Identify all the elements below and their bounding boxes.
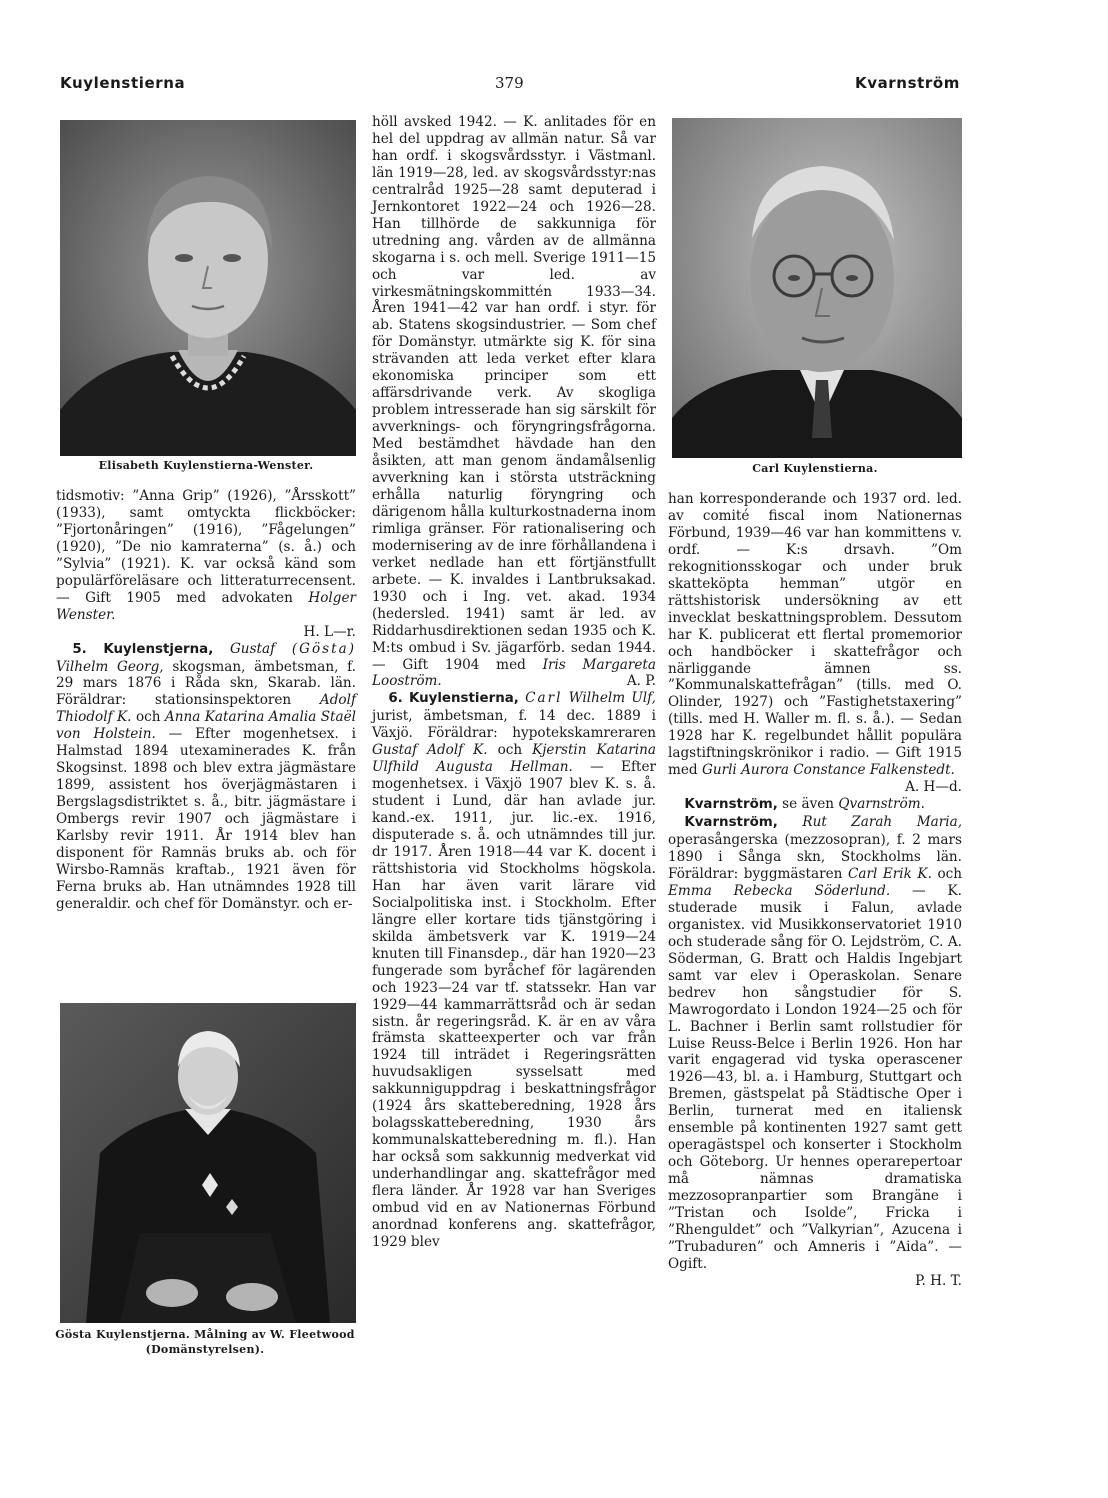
entry-number: 5. (72, 641, 87, 657)
spouse-name: Iris Margareta Looström. (372, 656, 656, 690)
caption-gosta: Gösta Kuylenstjerna. Målning av W. Fleetwood (Domänstyrelsen). (55, 1328, 355, 1356)
column-2-text (372, 114, 656, 1251)
author-signature: P. H. T. (915, 1272, 962, 1289)
mother-name: Anna Katarina Amalia Staël von Holstein. (56, 709, 357, 743)
portrait-gosta-kuylenstjerna (60, 1003, 356, 1323)
entry-given-name: Gustaf (229, 640, 276, 657)
entry-middle-names: Wilhelm Ulf, (568, 690, 657, 707)
cross-reference: Kvarnström, se även Qvarnström. (684, 796, 925, 813)
xref-surname: Kvarnström, (684, 797, 778, 813)
entry-surname: Kvarnström, (684, 815, 778, 831)
entry-given-name: Carl (525, 690, 563, 707)
author-signature: A. H—d. (905, 779, 962, 796)
column-3-text (668, 491, 962, 1290)
spouse-name: Holger Wenster. (56, 589, 356, 623)
entry-5: 5. Kuylenstjerna, Gustaf (Gösta) Vilhelm Georg, skogsman, ämbetsman, f. 29 mars 1876 i Råda skn, Skarab. län. Föräldrar: stationsinspektoren Adolf Thiodolf K. och Anna Katarina Amalia Staël von Holstein. — Efter mogenhetsex. i Halmstad 1894 utexaminerades K. från Skogsinst. 1898 och blev extra jägmästare 1899, assistent hos överjägmästaren i Bergslagsdistriktet s. å., bitr. jägmästare i Ombergs revir 1907 och jägmästare i Karlsby revir 1911. År 1914 blev han disponent för Ramnäs bruks ab. och för Wirsbo-Ramnäs kraftab., 1921 även för Ferna bruks ab. Han utnämndes 1928 till generaldir. och chef för Domänstyr. och er- (56, 640, 357, 912)
entry-5-continuation: höll avsked 1942. — K. anlitades för en hel del uppdrag av allmän natur. Så var han ordf. i skogsvårdsstyr. i Västmanl. län 1919—28, led. av skogsvårdsstyr:nas centralråd 1925—28 samt deputerad i Jernkontoret 1922—24 och 1926—28. Han tillhörde de sakkunniga för utredning ang. vården av de allmänna skogarna i s. och mell. Sverige 1911—15 och var led. av virkesmätningskommittén 1933—34. Åren 1941—42 var han ordf. i styr. för ab. Statens skogsindustrier. — Som chef för Domänstyr. utmärkte sig K. för sina strävanden att leda verket efter klara ekonomiska principer som ett affärsdrivande verk. Av skogliga problem intresserade han sig särskilt för avverknings- och föryngringsfrågorna. Med bestämdhet hävdade han den åsikten, att man genom ändamålsenlig avverkning kan i största utsträckning erhålla naturlig föryngring och därigenom hålla kulturkostnaderna inom rimliga gränser. För rationalisering och modernisering av de inre förhållandena i verket nedlade han ett förtjänstfullt arbete. — K. invaldes i Lantbruksakad. 1930 och i Ing. vet. akad. 1934 (hedersled. 1941) samt är led. av Riddarhusdirektionen sedan 1935 och K. M:ts ombud i Sv. jägarförb. sedan 1944. — Gift 1904 med Iris Margareta Looström. A. P. (372, 114, 656, 690)
page-number: 379 (495, 74, 524, 92)
entry-6: 6. Kuylenstierna, Carl Wilhelm Ulf, jurist, ämbetsman, f. 14 dec. 1889 i Växjö. Föräldrar: hypotekskamreraren Gustaf Adolf K. och Kjerstin Katarina Ulfhild Augusta Hellman. — Efter mogenhetsex. i Växjö 1907 blev K. s. å. student i Lund, där han avlade jur. kand.-ex. 1911, jur. lic.-ex. 1916, disputerade s. å. och utnämndes till jur. dr 1917. Åren 1918—44 var K. docent i rättshistoria vid Stockholms högskola. Han har även varit lärare vid Socialpolitiska inst. i Stockholm. Efter längre eller kortare tids tjänstgöring i skilda ämbetsverk var K. 1919—24 knuten till Finansdep., där han 1920—23 fungerade som byråchef för lagärenden och 1923—24 var tf. statssekr. Han var 1929—44 kammarrättsråd och är sedan sistn. år regeringsråd. K. är en av våra främsta skatteexperter och var från 1924 till inträdet i Regeringsrätten huvudsakligen sysselsatt med sakkunniguppdrag i beskattningsfrågor (1924 års skatteberedning, 1928 års bolagsskatteberedning, 1930 års kommunalskatteberedning m. fl.). Han har också som sakkunnig medverkat vid underhandlingar ang. skattefrågor med flera länder. År 1928 var han Sveriges ombud vid en av Nationernas Förbund anordnad konferens ang. skattefrågor, 1929 blev (372, 690, 657, 1250)
xref-target: Qvarnström. (838, 796, 925, 813)
entry-surname: Kuylenstierna, (408, 691, 519, 707)
running-header (60, 74, 960, 98)
entry-middle-names: Vilhelm Georg, (56, 658, 164, 675)
entry-number: 6. (388, 691, 403, 707)
spouse-name: Gurli Aurora Constance Falkenstedt. (701, 762, 955, 779)
author-signature: A. P. (626, 673, 656, 690)
portrait-carl-kuylenstierna (672, 118, 962, 458)
entry-surname: Kuylenstjerna, (103, 641, 214, 657)
mother-name: Kjerstin Katarina Ulfhild Augusta Hellman. (372, 742, 656, 776)
header-left-keyword: Kuylenstierna (60, 74, 186, 92)
father-name: Carl Erik K. (847, 865, 932, 882)
portrait-elisabeth-kuylenstierna (60, 120, 356, 456)
father-name: Adolf Thiodolf K. (56, 692, 356, 726)
entry-6-continuation: han korresponderande och 1937 ord. led. av comité fiscal inom Nationernas Förbund, 1939—46 var han kommittens v. ordf. — K:s drsavh. ”Om rekognitionsskogar och under bruk skatteköpta hemman” utgör en rättshistorisk undersökning av ett invecklat beskattningsproblem. Dessutom har K. publicerat ett flertal promemorior och handböcker i skattefrågor och närliggande ämnen ss. ”Kommunalskattefrågan” (tills. med O. Olinder, 1927) och ”Fastighetstaxering” (tills. med H. Waller m. fl. s. å.). — Sedan 1928 har K. regelbundet hållit populära lagstiftningskrönikor i radio. — Gift 1915 med Gurli Aurora Constance Falkenstedt. A. H—d. (668, 491, 962, 796)
entry-4-continuation: tidsmotiv: ”Anna Grip” (1926), ”Årsskott” (1933), samt omtyckta flickböcker: ”Fjortonåringen” (1916), ”Fågelungen” (1920), ”De nio kamraterna” (s. å.) och ”Sylvia” (1921). K. var också känd som populärföreläsare och litteraturrecensent. — Gift 1905 med advokaten Holger Wenster. (56, 488, 356, 623)
column-1-text (56, 488, 356, 913)
entry-kvarnstrom: Kvarnström, Rut Zarah Maria, operasångerska (mezzosopran), f. 2 mars 1890 i Sånga skn, Stockholms län. Föräldrar: byggmästaren Carl Erik K. och Emma Rebecka Söderlund. — K. studerade musik i Falun, avlade organistex. vid Musikkonservatoriet 1910 och studerade sång för O. Lejdström, C. A. Söderman, G. Bratt och Haldis Ingebjart samt var elev i Operaskolan. Senare bedrev hon sångstudier för S. Mawrogordato i London 1924—25 och för L. Bachner i Berlin samt rollstudier för Luise Reuss-Belce i Berlin 1926. Hon har varit engagerad vid tyska operascener 1926—43, bl. a. i Hamburg, Stuttgart och Bremen, gästspelat på Städtische Oper i Berlin, turnerat med en italiensk ensemble på kontinenten 1927 samt gett operagästspel och konserter i Stockholm och Göteborg. Ur hennes operarepertoar må nämnas dramatiska mezzosopranpartier som Brangäne i ”Tristan och Isolde”, Fricka i ”Rhenguldet” och ”Valkyrian”, Azucena i ”Trubaduren” och Amneris i ”Aida”. — Ogift. (668, 814, 963, 1272)
author-signature: H. L—r. (303, 623, 356, 640)
entry-call-name: (Gösta) (291, 640, 357, 657)
header-right-keyword: Kvarnström (854, 74, 960, 92)
entry-given-name: Rut Zarah (802, 814, 893, 831)
mother-name: Emma Rebecka Söderlund. (668, 882, 891, 899)
caption-elisabeth: Elisabeth Kuylenstierna-Wenster. (98, 459, 314, 472)
caption-carl: Carl Kuylenstierna. (752, 462, 878, 475)
entry-middle-names: Maria, (916, 814, 963, 831)
father-name: Gustaf Adolf K. (372, 742, 488, 759)
